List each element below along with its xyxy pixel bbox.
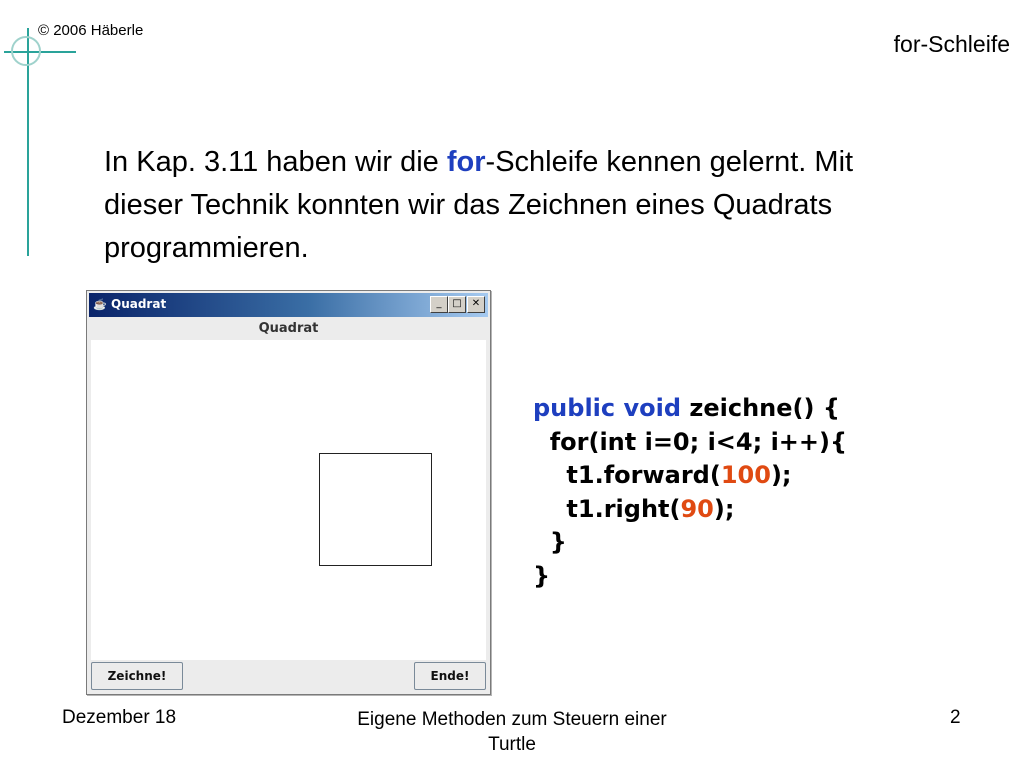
footer-subject: Eigene Methoden zum Steuern einer Turtle [357,709,667,755]
code-number: 100 [720,461,771,489]
quadrat-window-screenshot [86,290,491,695]
code-right-end: ); [713,494,735,523]
code-forward-call: t1.forward( [566,461,721,489]
maximize-icon: □ [448,296,466,313]
code-closing-brace: } [533,561,551,590]
decorative-crosshair-circle [11,36,41,66]
code-line-5 [533,526,847,560]
footer-page-number: 2 [950,707,961,728]
code-number: 90 [680,494,714,523]
code-line-1 [533,392,847,426]
java-icon: ☕ [93,299,107,311]
code-closing-brace: } [549,528,567,556]
drawing-canvas [91,340,486,660]
end-button: Ende! [414,662,486,690]
code-method-signature: zeichne() { [681,394,840,422]
slide-title: for-Schleife [893,31,1010,57]
window-title: Quadrat [111,297,167,311]
code-right-call: t1.right( [566,494,681,523]
code-block [533,392,847,593]
copyright-notice: © 2006 Häberle [38,22,144,39]
minimize-icon: _ [430,296,448,313]
main-text-part1: In Kap. 3.11 haben wir die [104,146,447,178]
main-text-keyword: for [446,146,486,178]
code-line-4 [533,493,847,527]
close-icon: ✕ [467,296,485,313]
main-text-part2: -Schleife kennen gelernt. Mit dieser Technik konnten wir das Zeichnen eines Quadrats programmieren. [104,146,854,264]
footer-date: Dezember 18 [62,707,177,728]
draw-button: Zeichne! [91,662,183,690]
code-keyword: public void [533,394,682,422]
code-line-3 [533,459,847,493]
canvas-title: Quadrat [89,318,488,340]
code-forward-end: ); [770,461,792,489]
window-titlebar [89,293,488,317]
code-for-loop: for(int i=0; i<4; i++){ [549,427,848,456]
drawn-square [319,453,432,566]
code-line-2 [533,426,847,460]
main-paragraph [104,141,924,270]
code-line-6 [533,560,847,594]
